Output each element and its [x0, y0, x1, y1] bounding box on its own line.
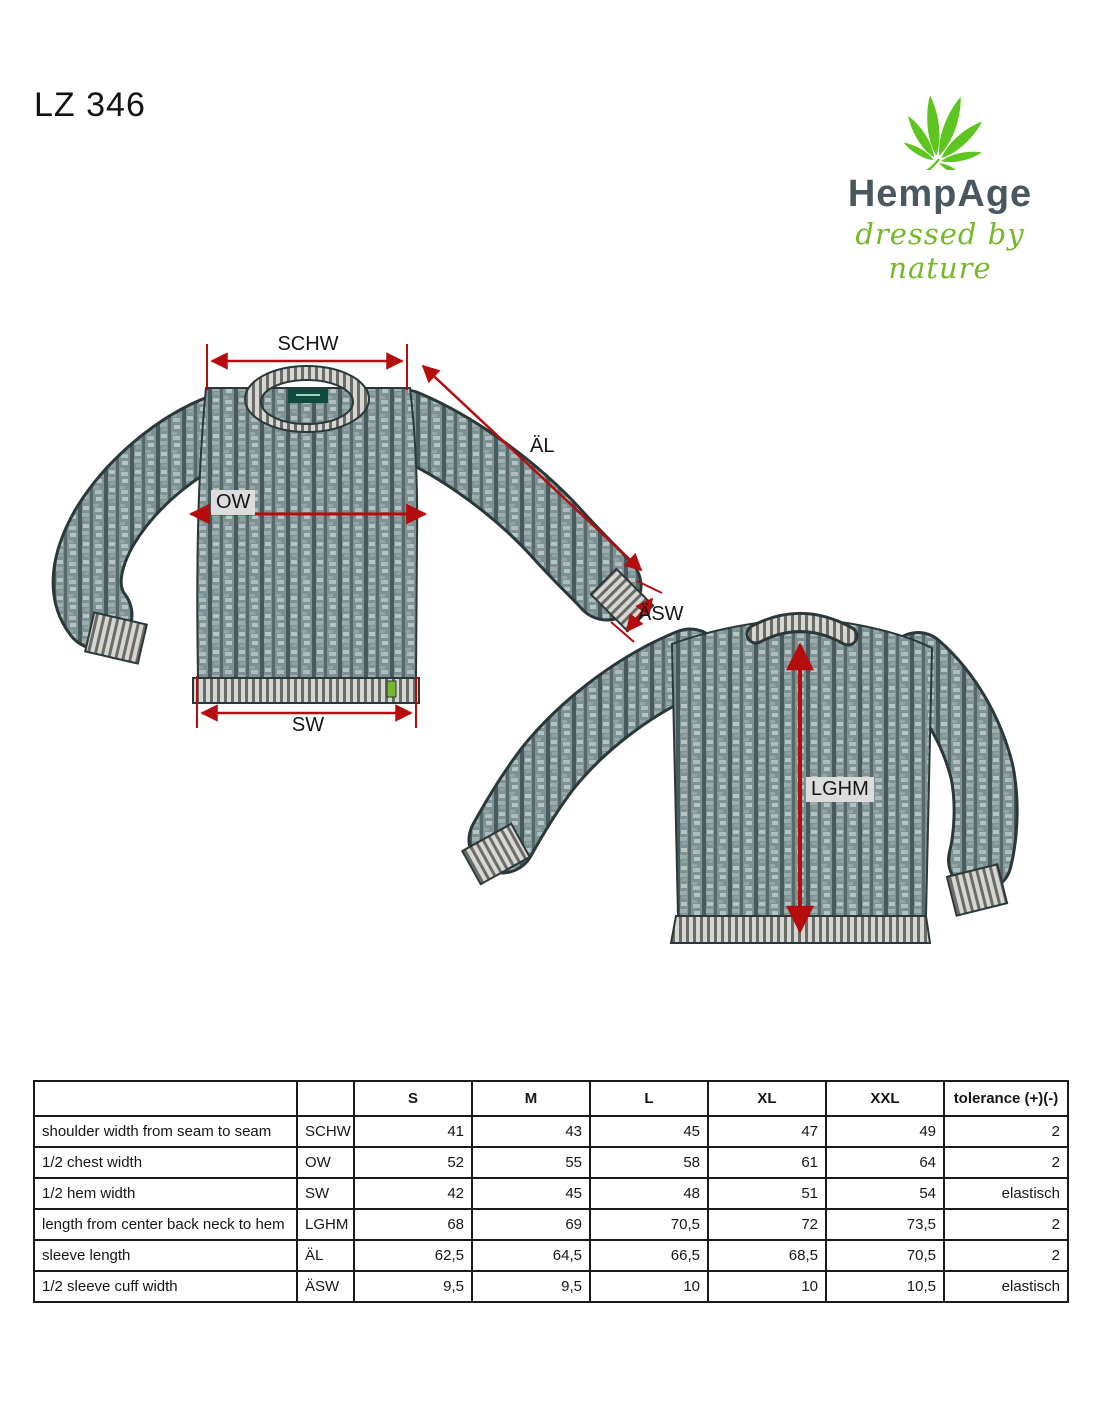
spec-code: OW [297, 1147, 354, 1178]
spec-value: 62,5 [354, 1240, 472, 1271]
spec-code: ÄSW [297, 1271, 354, 1302]
sw-label: SW [291, 714, 325, 736]
spec-description: sleeve length [34, 1240, 297, 1271]
spec-description: length from center back neck to hem [34, 1209, 297, 1240]
spec-value: 68,5 [708, 1240, 826, 1271]
spec-value: 49 [826, 1116, 944, 1147]
spec-code: LGHM [297, 1209, 354, 1240]
spec-value: 2 [944, 1147, 1068, 1178]
table-header-cell: tolerance (+)(-) [944, 1081, 1068, 1116]
table-row [34, 1209, 1068, 1240]
spec-value: 64,5 [472, 1240, 590, 1271]
ael-label: ÄL [530, 435, 555, 457]
spec-value: 66,5 [590, 1240, 708, 1271]
spec-value: 42 [354, 1178, 472, 1209]
spec-value: 69 [472, 1209, 590, 1240]
spec-value: 9,5 [472, 1271, 590, 1302]
spec-value: 51 [708, 1178, 826, 1209]
table-row [34, 1240, 1068, 1271]
front-view-illustration [85, 366, 653, 703]
table-header-cell [34, 1081, 297, 1116]
table-header-cell: M [472, 1081, 590, 1116]
spec-code: ÄL [297, 1240, 354, 1271]
table-header-cell: L [590, 1081, 708, 1116]
table-body [34, 1116, 1068, 1302]
table-row [34, 1178, 1068, 1209]
spec-value: 9,5 [354, 1271, 472, 1302]
aesw-label: ÄSW [638, 603, 684, 625]
page-title: LZ 346 [34, 86, 146, 124]
spec-table [33, 1080, 1069, 1303]
spec-value: 52 [354, 1147, 472, 1178]
spec-value: 48 [590, 1178, 708, 1209]
table-header-cell: XXL [826, 1081, 944, 1116]
lghm-label: LGHM [806, 777, 874, 802]
spec-value: 58 [590, 1147, 708, 1178]
spec-value: elastisch [944, 1178, 1068, 1209]
spec-value: 47 [708, 1116, 826, 1147]
spec-value: 43 [472, 1116, 590, 1147]
spec-description: 1/2 sleeve cuff width [34, 1271, 297, 1302]
spec-value: 2 [944, 1240, 1068, 1271]
spec-value: 64 [826, 1147, 944, 1178]
spec-value: 10,5 [826, 1271, 944, 1302]
spec-code: SW [297, 1178, 354, 1209]
spec-value: 10 [708, 1271, 826, 1302]
spec-value: 45 [472, 1178, 590, 1209]
table-row [34, 1147, 1068, 1178]
spec-value: 45 [590, 1116, 708, 1147]
spec-value: 54 [826, 1178, 944, 1209]
spec-value: 73,5 [826, 1209, 944, 1240]
ow-label: OW [211, 490, 255, 515]
spec-value: 68 [354, 1209, 472, 1240]
spec-value: 70,5 [826, 1240, 944, 1271]
spec-value: 55 [472, 1147, 590, 1178]
spec-value: 2 [944, 1209, 1068, 1240]
spec-value: 41 [354, 1116, 472, 1147]
spec-value: 2 [944, 1116, 1068, 1147]
table-row [34, 1116, 1068, 1147]
brand-name: HempAge [847, 173, 1033, 215]
table-header-cell [297, 1081, 354, 1116]
spec-description: 1/2 chest width [34, 1147, 297, 1178]
brand-tagline: dressed by nature [855, 216, 1025, 285]
spec-description: 1/2 hem width [34, 1178, 297, 1209]
table-header-cell: S [354, 1081, 472, 1116]
table-row [34, 1271, 1068, 1302]
hem-brand-tag [387, 681, 396, 697]
back-view-illustration [462, 619, 1007, 943]
table-header-cell: XL [708, 1081, 826, 1116]
spec-value: elastisch [944, 1271, 1068, 1302]
schw-label: SCHW [277, 333, 339, 355]
spec-value: 10 [590, 1271, 708, 1302]
spec-code: SCHW [297, 1116, 354, 1147]
spec-value: 72 [708, 1209, 826, 1240]
table-header-row [34, 1081, 1068, 1116]
spec-value: 70,5 [590, 1209, 708, 1240]
spec-value: 61 [708, 1147, 826, 1178]
spec-description: shoulder width from seam to seam [34, 1116, 297, 1147]
